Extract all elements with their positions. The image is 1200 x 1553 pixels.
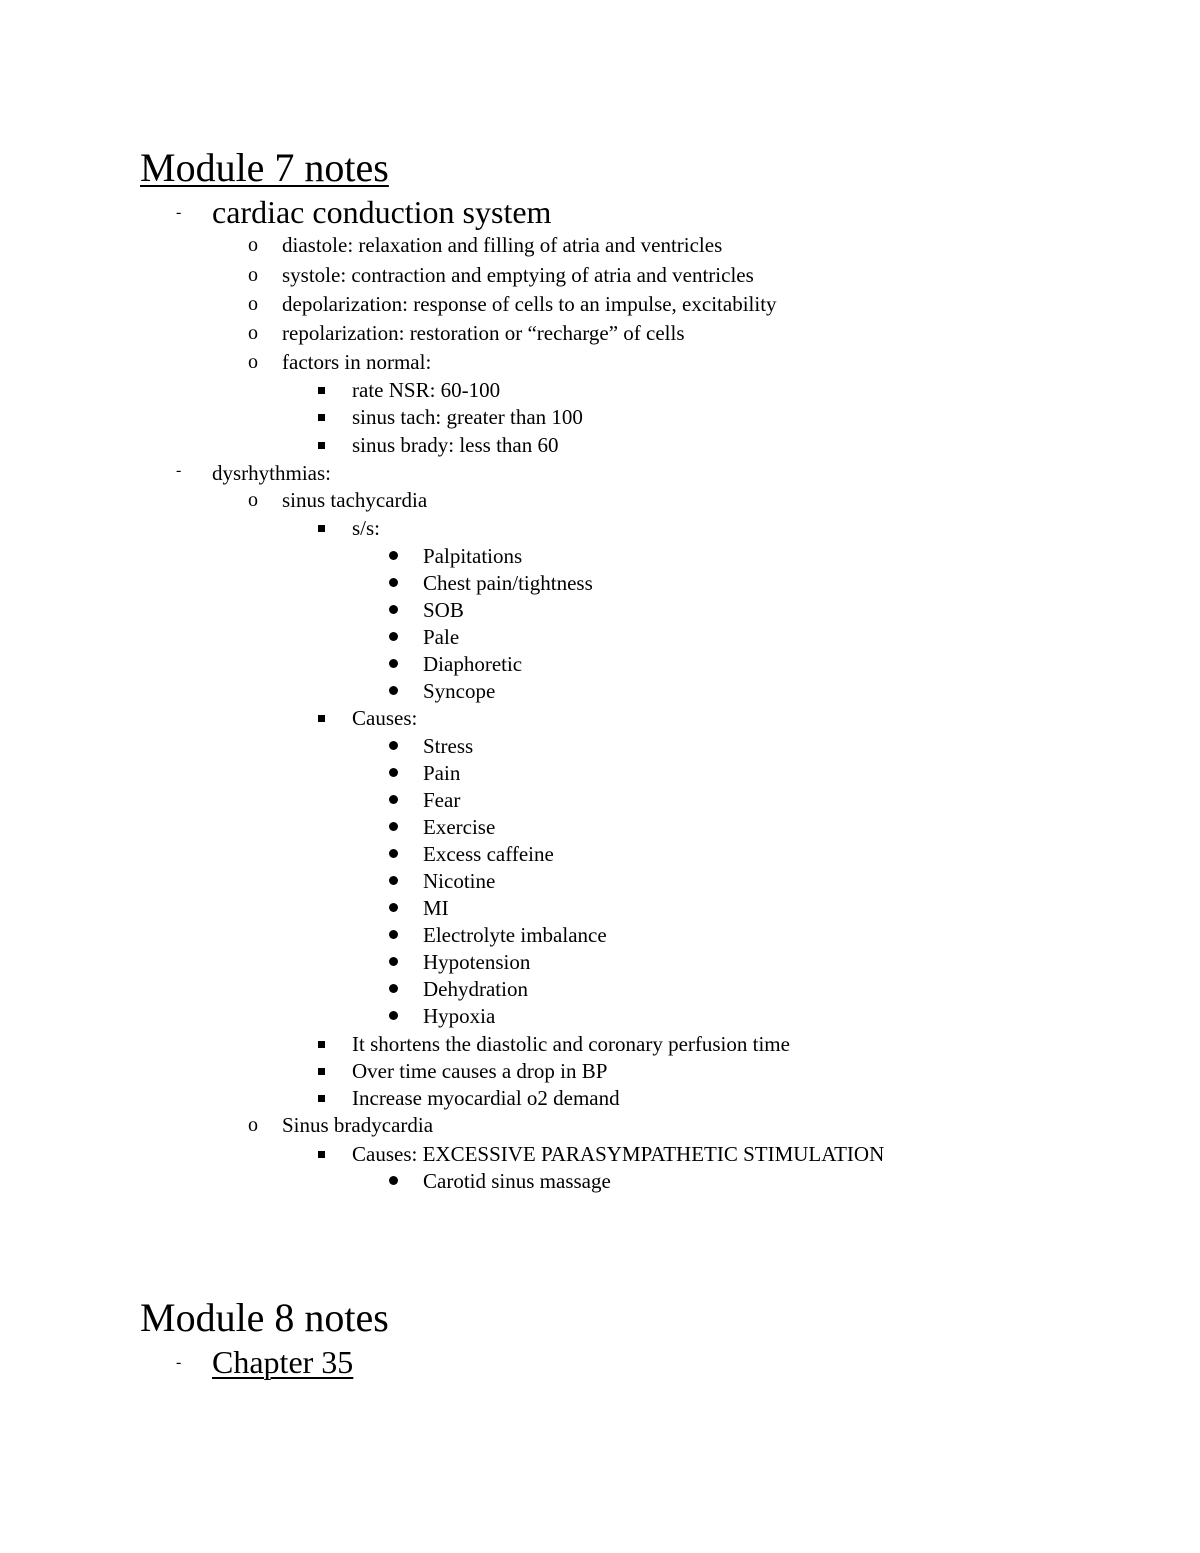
list-item [389,895,789,921]
list-item [389,922,789,948]
dot-bullet-icon [389,876,398,885]
dot-bullet-icon [389,795,398,804]
list-item-ss [318,515,618,541]
square-bullet-icon [318,525,325,532]
list-item-label: Electrolyte imbalance [423,923,607,947]
list-item [248,291,868,317]
square-bullet-icon [318,387,325,394]
dot-bullet-icon [389,551,398,560]
list-item-label: Syncope [423,679,496,703]
dot-bullet-icon [389,1176,398,1185]
list-item-label: Chapter 35 [212,1344,354,1380]
circle-marker: o [248,293,258,315]
square-bullet-icon [318,1068,325,1075]
list-item-label: Dehydration [423,977,528,1001]
dot-bullet-icon [389,605,398,614]
list-item [318,1085,938,1111]
circle-marker: o [248,489,258,511]
circle-marker: o [248,234,258,256]
list-item-label: Hypotension [423,950,531,974]
list-item-label: SOB [423,598,464,622]
list-item [389,868,789,894]
dash-marker: - [176,1354,182,1371]
dot-bullet-icon [389,1011,398,1020]
dot-bullet-icon [389,686,398,695]
list-item [389,678,789,704]
list-item [318,404,818,430]
list-item-causes [318,705,618,731]
dot-bullet-icon [389,930,398,939]
list-item-label: s/s: [352,516,381,540]
list-item [318,1031,938,1057]
list-item [248,349,868,375]
list-item [389,760,789,786]
list-item-cardiac-conduction [140,194,640,230]
list-item [389,1168,789,1194]
square-bullet-icon [318,1151,325,1158]
list-item-label: Diaphoretic [423,652,523,676]
list-item [248,320,868,346]
list-item-label: It shortens the diastolic and coronary perfusion time [352,1032,790,1056]
list-item [389,733,789,759]
list-item-label: Exercise [423,815,496,839]
list-item-label: Stress [423,734,474,758]
module-7-title: Module 7 notes [140,145,389,190]
dot-bullet-icon [389,903,398,912]
list-item [318,1141,1038,1167]
list-item [389,570,789,596]
dot-bullet-icon [389,632,398,641]
list-item-label: repolarization: restoration or “recharge” of cells [282,321,685,345]
square-bullet-icon [318,442,325,449]
list-item [389,814,789,840]
square-bullet-icon [318,715,325,722]
module-8-title: Module 8 notes [140,1295,389,1340]
circle-marker: o [248,351,258,373]
list-item [389,543,789,569]
square-bullet-icon [318,414,325,421]
list-item-label: Palpitations [423,544,523,568]
list-item-label: Over time causes a drop in BP [352,1059,608,1083]
circle-marker: o [248,322,258,344]
square-bullet-icon [318,1095,325,1102]
list-item [389,651,789,677]
dot-bullet-icon [389,741,398,750]
list-item-label: Sinus bradycardia [282,1113,434,1137]
list-item-label: sinus tach: greater than 100 [352,405,583,429]
list-item [389,787,789,813]
dot-bullet-icon [389,768,398,777]
list-item [248,262,868,288]
dot-bullet-icon [389,659,398,668]
list-item-label: Causes: EXCESSIVE PARASYMPATHETIC STIMULATION [352,1142,885,1166]
dot-bullet-icon [389,957,398,966]
list-item [389,597,789,623]
list-item [389,1003,789,1029]
list-item [389,949,789,975]
dash-marker: - [176,462,182,479]
list-item-label: depolarization: response of cells to an impulse, excitability [282,292,777,316]
list-item-label: cardiac conduction system [212,194,552,230]
list-item-label: Pain [423,761,461,785]
dot-bullet-icon [389,849,398,858]
circle-marker: o [248,1114,258,1136]
dot-bullet-icon [389,822,398,831]
list-item-label: systole: contraction and emptying of atria and ventricles [282,263,754,287]
list-item-label: Excess caffeine [423,842,554,866]
list-item-label: Fear [423,788,461,812]
list-item-label: Chest pain/tightness [423,571,593,595]
list-item-label: Pale [423,625,460,649]
list-item-label: rate NSR: 60-100 [352,378,501,402]
dot-bullet-icon [389,578,398,587]
list-item-label: factors in normal: [282,350,432,374]
list-item-label: diastole: relaxation and filling of atria and ventricles [282,233,723,257]
list-item-label: sinus tachycardia [282,488,428,512]
list-item-sinus-bradycardia [248,1112,648,1138]
list-item [389,841,789,867]
list-item [389,976,789,1002]
circle-marker: o [248,264,258,286]
list-item-label: sinus brady: less than 60 [352,433,559,457]
list-item-sinus-tachycardia [248,487,648,513]
list-item-label: Nicotine [423,869,496,893]
list-item-dysrhythmias [140,460,540,486]
dot-bullet-icon [389,984,398,993]
list-item-label: MI [423,896,449,920]
square-bullet-icon [318,1041,325,1048]
list-item-label: Increase myocardial o2 demand [352,1086,620,1110]
list-item-chapter-35 [140,1344,540,1380]
list-item [318,1058,938,1084]
list-item-label: dysrhythmias: [212,461,331,485]
list-item [318,432,818,458]
list-item-label: Causes: [352,706,418,730]
list-item [318,377,818,403]
list-item [389,624,789,650]
list-item-label: Hypoxia [423,1004,496,1028]
dash-marker: - [176,204,182,221]
list-item [248,232,868,258]
list-item-label: Carotid sinus massage [423,1169,611,1193]
